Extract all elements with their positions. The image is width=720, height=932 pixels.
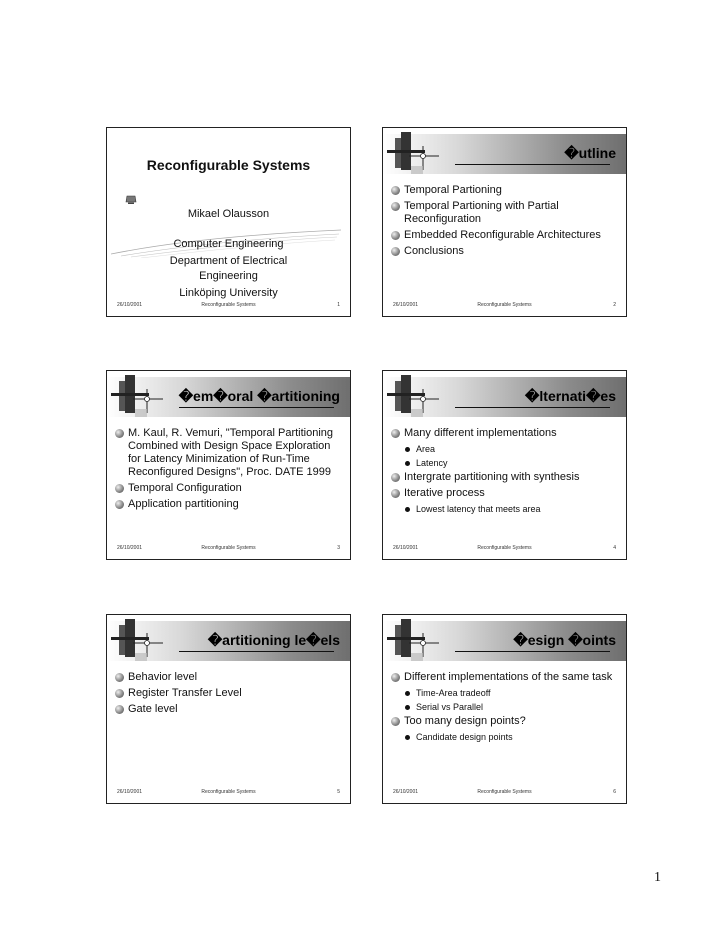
slide-3 bbox=[106, 370, 351, 560]
footer-title: Reconfigurable Systems bbox=[201, 789, 256, 795]
sub-bullet-item: Candidate design points bbox=[391, 731, 616, 743]
slide-footer bbox=[393, 545, 616, 553]
footer-date: 26/10/2001 bbox=[117, 302, 143, 308]
slide-title: �artitioning le�els bbox=[207, 632, 340, 648]
footer-date: 26/10/2001 bbox=[117, 789, 143, 795]
bullet-item: M. Kaul, R. Vemuri, "Temporal Partitioning Combined with Design Space Exploration for Latency Minimization of Run-Time Reconfigured Designs", Proc. DATE 1999 bbox=[115, 427, 340, 479]
slide-footer bbox=[393, 302, 616, 310]
author: Mikael Olausson bbox=[187, 208, 270, 220]
slide-title: �lternati�es bbox=[525, 388, 616, 404]
slide-body bbox=[115, 671, 340, 719]
slide-title: Reconfigurable Systems bbox=[146, 157, 311, 173]
slide-title: �utline bbox=[564, 145, 616, 161]
sub-bullet-item: Area bbox=[391, 443, 616, 455]
bullet-item: Iterative process bbox=[391, 487, 616, 500]
slide-title: �em�oral �artitioning bbox=[178, 388, 340, 404]
affiliation bbox=[147, 237, 310, 303]
bullet-item: Too many design points? bbox=[391, 715, 616, 728]
footer-title: Reconfigurable Systems bbox=[477, 789, 532, 795]
slide-number: 3 bbox=[337, 545, 340, 551]
presentation-icon bbox=[125, 195, 137, 205]
sub-bullet-item: Time-Area tradeoff bbox=[391, 687, 616, 699]
title-underline bbox=[455, 407, 610, 408]
slide-footer bbox=[393, 789, 616, 797]
slide-2 bbox=[382, 127, 627, 317]
footer-title: Reconfigurable Systems bbox=[477, 545, 532, 551]
footer-date: 26/10/2001 bbox=[393, 545, 419, 551]
slide-1 bbox=[106, 127, 351, 317]
title-underline bbox=[455, 164, 610, 165]
affiliation-line: Department of Electrical Engineering bbox=[169, 255, 288, 282]
bullet-item: Temporal Partioning with Partial Reconfiguration bbox=[391, 200, 616, 226]
footer-date: 26/10/2001 bbox=[393, 789, 419, 795]
footer-title: Reconfigurable Systems bbox=[477, 302, 532, 308]
affiliation-line: Computer Engineering bbox=[173, 238, 284, 250]
slide-body bbox=[115, 427, 340, 514]
slide-4 bbox=[382, 370, 627, 560]
page-number: 1 bbox=[654, 870, 661, 885]
bullet-item: Application partitioning bbox=[115, 498, 340, 511]
footer-title: Reconfigurable Systems bbox=[201, 545, 256, 551]
slide-footer bbox=[117, 545, 340, 553]
slide-title: �esign �oints bbox=[513, 632, 616, 648]
bullet-item: Embedded Reconfigurable Architectures bbox=[391, 229, 616, 242]
bullet-item: Gate level bbox=[115, 703, 340, 716]
bullet-item: Different implementations of the same task bbox=[391, 671, 616, 684]
bullet-item: Conclusions bbox=[391, 245, 616, 258]
bullet-item: Register Transfer Level bbox=[115, 687, 340, 700]
slide-number: 6 bbox=[613, 789, 616, 795]
footer-date: 26/10/2001 bbox=[117, 545, 143, 551]
bullet-item: Intergrate partitioning with synthesis bbox=[391, 471, 616, 484]
footer-date: 26/10/2001 bbox=[393, 302, 419, 308]
slide-footer bbox=[117, 789, 340, 797]
slide-number: 2 bbox=[613, 302, 616, 308]
slide-number: 5 bbox=[337, 789, 340, 795]
slide-body bbox=[391, 671, 616, 745]
bullet-item: Behavior level bbox=[115, 671, 340, 684]
slide-footer bbox=[117, 302, 340, 310]
slide-number: 4 bbox=[613, 545, 616, 551]
title-underline bbox=[455, 651, 610, 652]
sub-bullet-item: Serial vs Parallel bbox=[391, 701, 616, 713]
title-underline bbox=[179, 651, 334, 652]
slide-6 bbox=[382, 614, 627, 804]
title-underline bbox=[179, 407, 334, 408]
sub-bullet-item: Lowest latency that meets area bbox=[391, 503, 616, 515]
footer-title: Reconfigurable Systems bbox=[201, 302, 256, 308]
bullet-item: Many different implementations bbox=[391, 427, 616, 440]
sub-bullet-item: Latency bbox=[391, 457, 616, 469]
bullet-item: Temporal Partioning bbox=[391, 184, 616, 197]
slide-number: 1 bbox=[337, 302, 340, 308]
slide-5 bbox=[106, 614, 351, 804]
slide-body bbox=[391, 184, 616, 261]
bullet-item: Temporal Configuration bbox=[115, 482, 340, 495]
slide-body bbox=[391, 427, 616, 517]
affiliation-line: Linköping University bbox=[179, 287, 278, 299]
